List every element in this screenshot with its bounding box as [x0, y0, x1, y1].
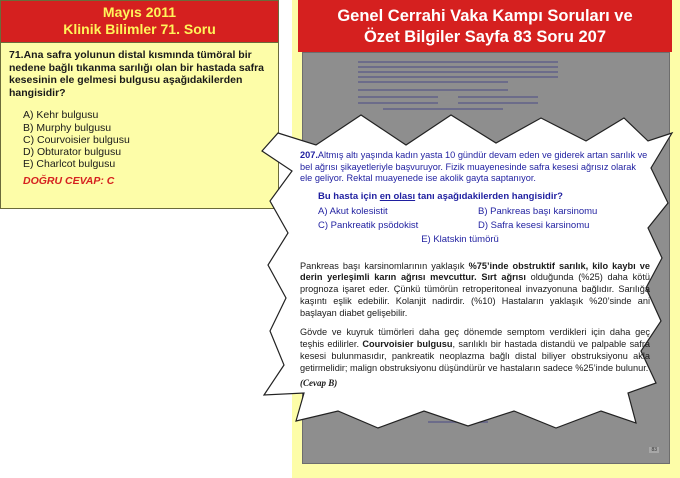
- options-row-1: [318, 205, 650, 219]
- left-option-a: A) Kehr bulgusu: [23, 109, 99, 122]
- option-e: E) Klatskin tümörü: [421, 233, 499, 245]
- right-panel-header: [298, 0, 672, 52]
- right-header-line2: Özet Bilgiler Sayfa 83 Soru 207: [363, 28, 607, 46]
- explanation-paragraph-1: [300, 261, 650, 320]
- p1-text-e: olduğunda (%25) daha kötü prognoza işaret eder. Çünkü tümörün retroperitoneal invazyonuna bağlıdır. Sarılığa kaşıntı eşlik edebilir. Kolanjit nadirdir. (%10) Hastaların yaklaşık %20’sinde ani başlayan diabet gelişebilir.: [300, 272, 650, 318]
- left-option-e: E) Charlcot bulgusu: [23, 158, 116, 171]
- question-text: Altmış altı yaşında kadın yasta 10 gündür devam eden ve giderek artan sarılık ve bel ağrısı şikayetleriyle başvuruyor. Fizik muayenesinde safra kesesi ağrısız olarak ele geliyor. Rektal muayenede ise akolik gayta saptanıyor.: [300, 150, 648, 183]
- prompt-underlined: en olası: [379, 190, 416, 202]
- left-correct-answer: DOĞRU CEVAP: C: [23, 175, 115, 188]
- explanation-paragraph-2: [300, 327, 650, 374]
- option-a: A) Akut kolesistit: [318, 205, 388, 217]
- options-row-2: [318, 219, 650, 233]
- left-question-card: [0, 0, 279, 209]
- option-c: C) Pankreatik psödokist: [318, 219, 419, 231]
- answer-note: (Cevap B): [300, 377, 338, 388]
- callout-question: [300, 150, 650, 185]
- prompt-pre: Bu hasta için: [318, 190, 380, 202]
- left-card-body: [1, 43, 278, 187]
- left-options-list: [23, 109, 272, 170]
- option-b: B) Pankreas başı karsinomu: [478, 205, 598, 217]
- right-header-line1: Genel Cerrahi Vaka Kampı Soruları ve: [337, 7, 633, 25]
- left-option-d: D) Obturator bulgusu: [23, 145, 122, 158]
- left-option-b: B) Murphy bulgusu: [23, 121, 112, 134]
- left-card-header: [1, 1, 278, 43]
- p1-bold-b: %75’inde obstruktif sarılık, kilo kaybı ve derin yerleşimli karın ağrısı mevcuttur.: [300, 260, 650, 283]
- option-d: D) Safra kesesi karsinomu: [478, 219, 590, 231]
- p1-bold-d: Sırt ağrısı: [481, 272, 526, 283]
- p2-text-c: , sarılıklı bir hastada distandü ve palpable safra kesesi bulunmasıdır, pankreatik neoplazma bağlı distal biliyer obstruksiyonu akla getirmelidir; malign obstruksiyonu düşündürür ve hastaların sadece %25’inde bulunur.: [300, 339, 650, 373]
- p1-text-a: Pankreas başı karsinomlarının yaklaşık: [300, 260, 469, 271]
- p2-text-a: Gövde ve kuyruk tümörleri daha geç dönemde semptom verdikleri için daha geç teşhis edilirler.: [300, 327, 650, 350]
- p2-bold-b: Courvoisier bulgusu: [362, 339, 453, 350]
- callout-content: [300, 150, 650, 388]
- left-question-text: 71.Ana safra yolunun distal kısmında tümöral bir nedene bağlı tıkanma sarılığı olan bir hastada safra kesesinin ele gelmesi bulgusu aşağıdakilerden hangisidir?: [9, 49, 264, 99]
- page-number: 83: [651, 447, 657, 453]
- question-number: 207.: [300, 150, 318, 160]
- left-option-c: C) Courvoisier bulgusu: [23, 133, 130, 146]
- left-header-line2: Klinik Bilimler 71. Soru: [63, 21, 216, 37]
- question-prompt: [318, 191, 650, 202]
- prompt-post: tanı aşağıdakilerden hangisidir?: [415, 190, 563, 202]
- left-header-line1: Mayıs 2011: [102, 4, 177, 20]
